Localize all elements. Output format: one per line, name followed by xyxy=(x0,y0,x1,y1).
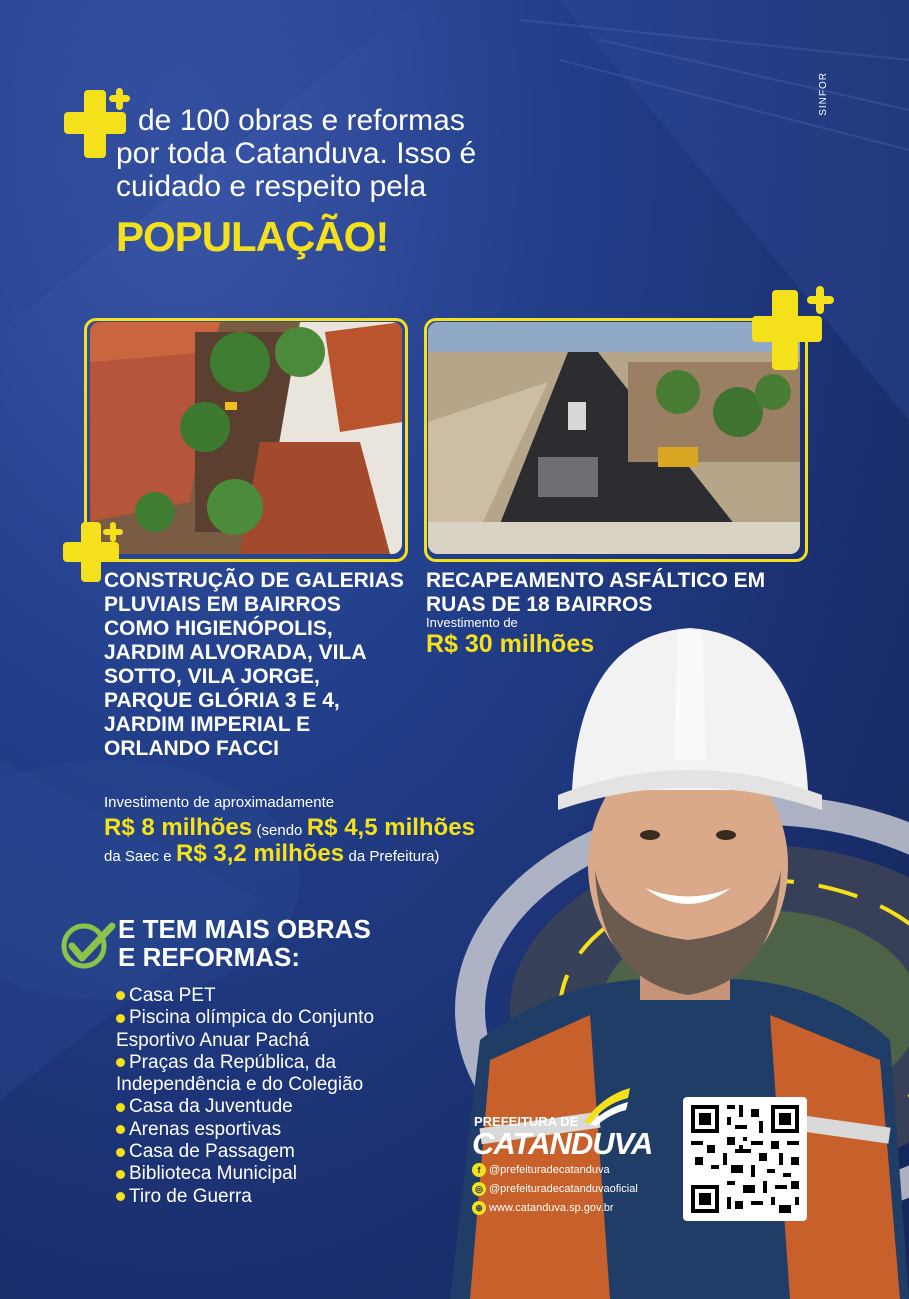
bullet-icon xyxy=(116,1103,125,1112)
galleries-breakdown xyxy=(104,840,439,868)
galleries-investment xyxy=(104,814,475,842)
instagram-link[interactable]: ◎ @prefeituradecatanduvaoficial xyxy=(472,1182,638,1196)
list-item: Casa de Passagem xyxy=(116,1141,456,1163)
galleries-title: CONSTRUÇÃO DE GALERIAS PLUVIAIS EM BAIRROS COMO HIGIENÓPOLIS, JARDIM ALVORADA, VILA SOTTO, VILA JORGE, PARQUE GLÓRIA 3 E 4, JARDIM IMPERIAL E ORLANDO FACCI xyxy=(104,569,404,760)
globe-icon: ⊕ xyxy=(472,1201,486,1215)
qr-code-icon xyxy=(683,1097,807,1221)
list-item: Casa PET xyxy=(116,985,456,1007)
agency-tag: SINFOR xyxy=(818,72,829,116)
headline-line-3: cuidado e respeito pela xyxy=(116,170,427,203)
galleries-amount: R$ 8 milhões xyxy=(104,814,253,841)
bullet-icon xyxy=(116,1170,125,1179)
more-works-heading-2: E REFORMAS: xyxy=(118,942,300,972)
more-works-heading xyxy=(118,915,371,971)
list-item: Tiro de Guerra xyxy=(116,1186,456,1208)
facebook-link[interactable]: f @prefeituradecatanduva xyxy=(472,1163,610,1177)
check-icon xyxy=(60,920,116,970)
list-item: Biblioteca Municipal xyxy=(116,1163,456,1185)
instagram-icon: ◎ xyxy=(472,1182,486,1196)
plus-icon-right xyxy=(752,286,838,372)
bullet-icon xyxy=(116,1148,125,1157)
logo-prefeitura: PREFEITURA DE xyxy=(474,1114,579,1129)
bullet-icon xyxy=(116,991,125,1000)
paving-amount: R$ 30 milhões xyxy=(426,630,595,658)
prefeitura-amount: R$ 3,2 milhões xyxy=(176,840,345,867)
saec-text: da Saec e xyxy=(104,848,172,865)
more-works-heading-1: E TEM MAIS OBRAS xyxy=(118,914,371,944)
website-link[interactable]: ⊕ www.catanduva.sp.gov.br xyxy=(472,1201,614,1215)
galleries-paren: (sendo xyxy=(256,822,303,839)
headline xyxy=(116,104,546,203)
paving-photo xyxy=(428,322,800,554)
list-item: Praças da República, da Independência e do Colegião xyxy=(116,1051,364,1096)
more-works-list xyxy=(116,985,456,1208)
bullet-icon xyxy=(116,1058,125,1067)
list-item: Arenas esportivas xyxy=(116,1119,456,1141)
paving-title: RECAPEAMENTO ASFÁLTICO EM RUAS DE 18 BAIRROS xyxy=(426,569,766,616)
worker-illustration xyxy=(450,620,909,1299)
prefeitura-text: da Prefeitura) xyxy=(348,848,440,865)
saec-amount: R$ 4,5 milhões xyxy=(306,814,475,841)
bullet-icon xyxy=(116,1014,125,1023)
headline-line-2: por toda Catanduva. Isso é xyxy=(116,137,477,170)
paving-invest-label: Investimento de xyxy=(426,615,518,630)
headline-emphasis: POPULAÇÃO! xyxy=(116,213,389,260)
galleries-invest-label: Investimento de aproximadamente xyxy=(104,794,335,811)
flag-logo-icon xyxy=(582,1086,632,1126)
bullet-icon xyxy=(116,1192,125,1201)
galleries-photo xyxy=(90,322,402,554)
logo-catanduva: CATANDUVA xyxy=(472,1126,653,1161)
headline-line-1: de 100 obras e reformas xyxy=(138,104,465,137)
list-item: Casa da Juventude xyxy=(116,1096,456,1118)
bullet-icon xyxy=(116,1125,125,1134)
qr-code[interactable] xyxy=(683,1097,807,1221)
facebook-icon: f xyxy=(472,1163,486,1177)
list-item: Piscina olímpica do Conjunto Esportivo Anuar Pachá xyxy=(116,1007,375,1051)
